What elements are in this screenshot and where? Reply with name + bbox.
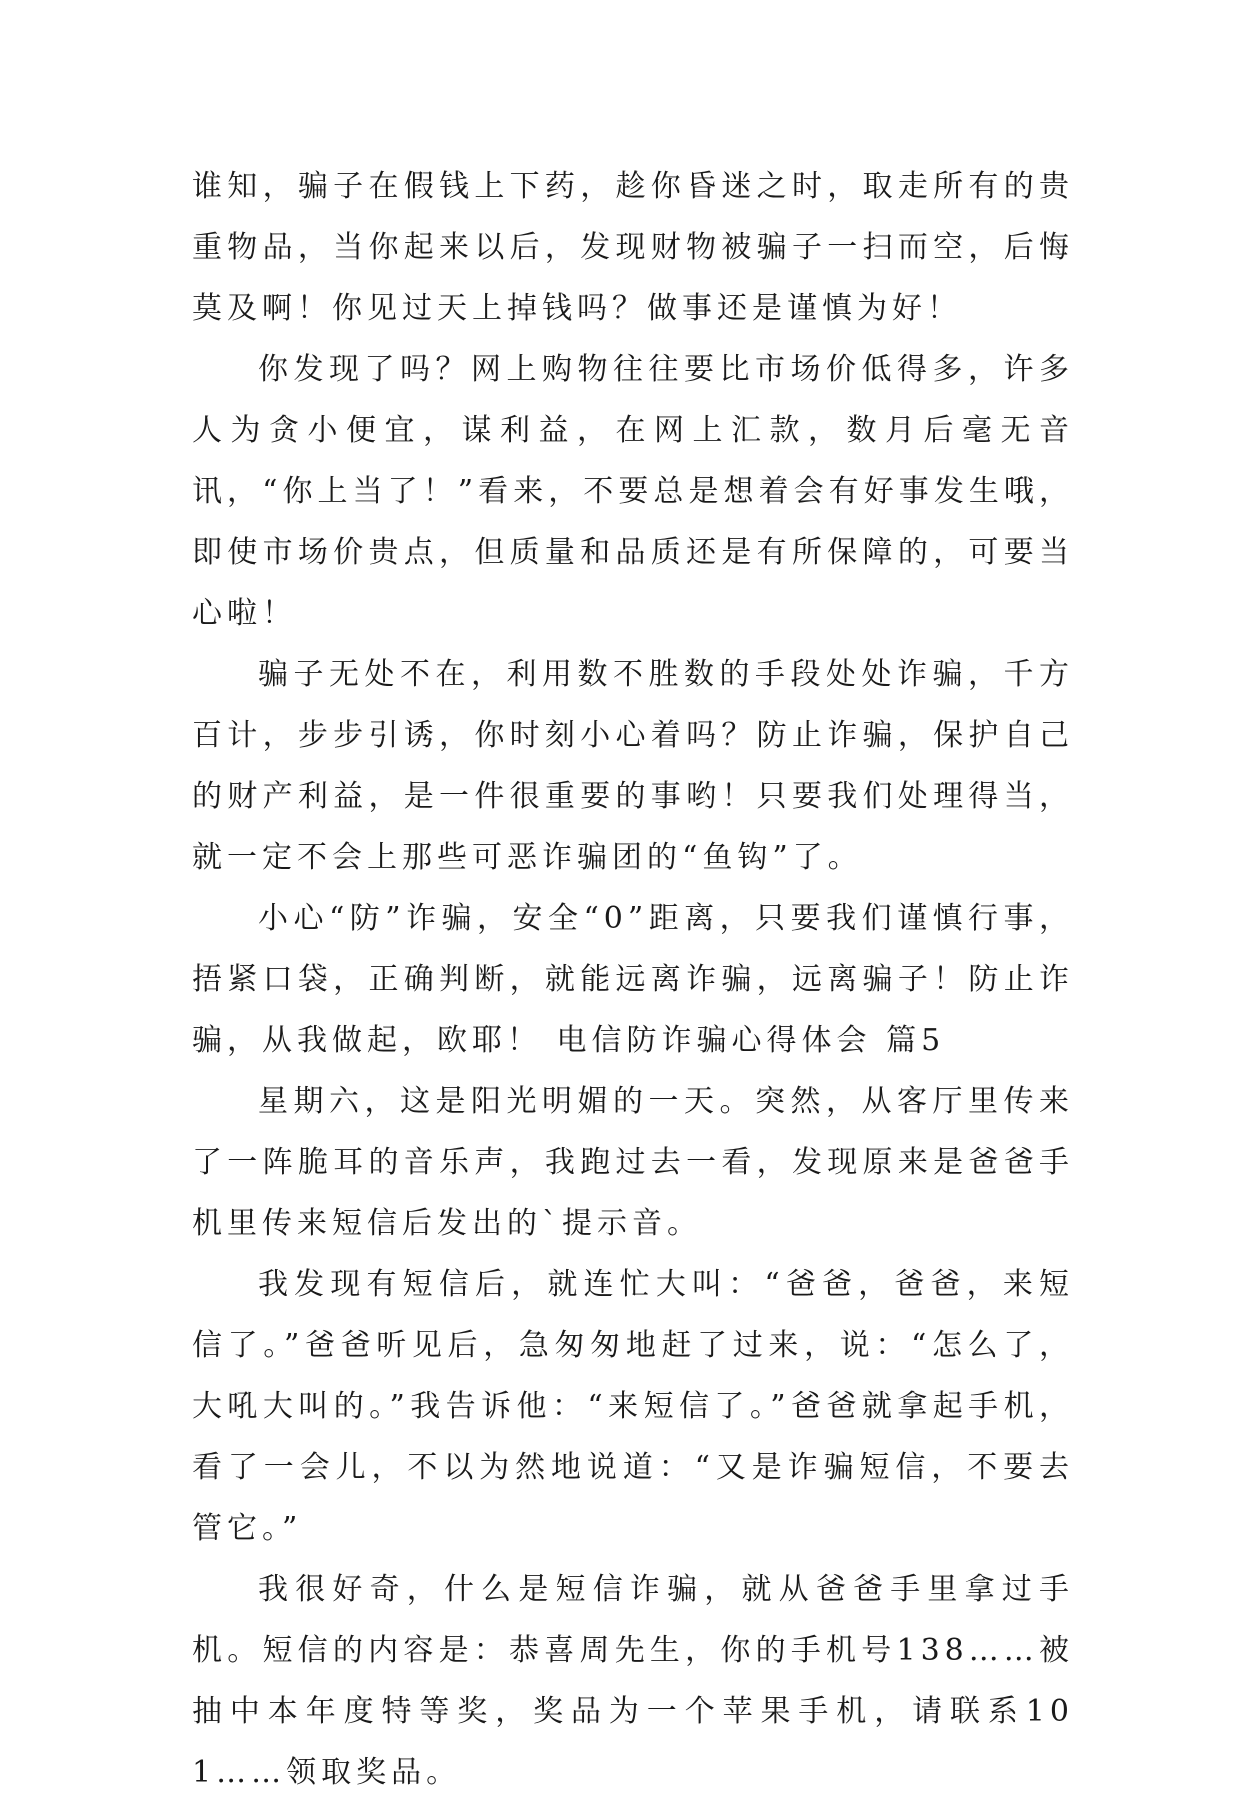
paragraph-5: 星期六，这是阳光明媚的一天。突然，从客厅里传来了一阵脆耳的音乐声，我跑过去一看，发现原来是爸爸手机里传来短信后发出的`提示音。 [192,1084,1074,1241]
paragraph-6: 我发现有短信后，就连忙大叫：“爸爸，爸爸，来短信了。”爸爸听见后，急匆匆地赶了过来，说：“怎么了，大吼大叫的。”我告诉他：“来短信了。”爸爸就拿起手机，看了一会儿，不以为然地说道：“又是诈骗短信，不要去管它。” [192,1267,1074,1546]
paragraph-3: 骗子无处不在，利用数不胜数的手段处处诈骗，千方百计，步步引诱，你时刻小心着吗？防止诈骗，保护自己的财产利益，是一件很重要的事哟！只要我们处理得当，就一定不会上那些可恶诈骗团的“鱼钩”了。 [192,657,1074,875]
paragraph-4: 小心“防”诈骗，安全“0”距离，只要我们谨慎行事，捂紧口袋，正确判断，就能远离诈骗，远离骗子！防止诈骗，从我做起，欧耶！ 电信防诈骗心得体会 篇5 [192,901,1074,1058]
paragraph-2: 你发现了吗？网上购物往往要比市场价低得多，许多人为贪小便宜，谋利益，在网上汇款，数月后毫无音讯，“你上当了！”看来，不要总是想着会有好事发生哦，即使市场价贵点，但质量和品质还是有所保障的，可要当心啦！ [192,352,1074,631]
paragraph-7: 我很好奇，什么是短信诈骗，就从爸爸手里拿过手机。短信的内容是：恭喜周先生，你的手机号138……被抽中本年度特等奖，奖品为一个苹果手机，请联系101……领取奖品。 [192,1572,1074,1790]
document-body [192,156,1074,1803]
paragraph-1: 谁知，骗子在假钱上下药，趁你昏迷之时，取走所有的贵重物品，当你起来以后，发现财物被骗子一扫而空，后悔莫及啊！你见过天上掉钱吗？做事还是谨慎为好！ [192,169,1074,326]
